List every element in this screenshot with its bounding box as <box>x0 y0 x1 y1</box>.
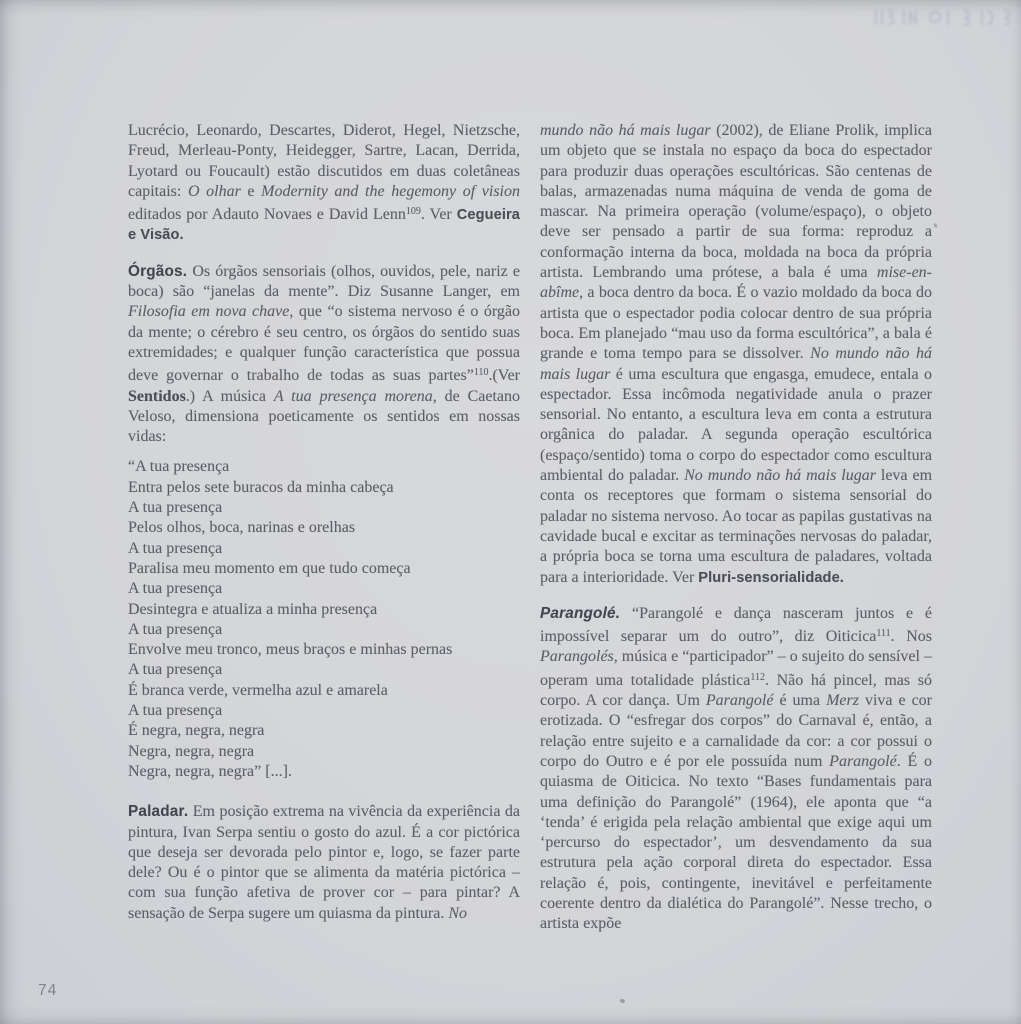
poem-line: É branca verde, vermelha azul e amarela <box>128 681 388 699</box>
text-segment: mundo não há mais lugar <box>540 122 711 139</box>
poem-line: Paralisa meu momento em que tudo começa <box>128 559 411 577</box>
poem-line: A tua presença <box>128 620 223 638</box>
text-segment: 112 <box>750 671 765 683</box>
text-segment: Paladar. <box>128 803 189 821</box>
poem-line: A tua presença <box>128 580 223 598</box>
text-segment: .(Ver <box>488 367 520 385</box>
poem-line: A tua presença <box>128 702 223 720</box>
text-segment: 111 <box>876 628 891 640</box>
text-segment: .) A música <box>185 387 274 405</box>
text-segment: leva em conta os receptores que formam o sistema sensorial do paladar no sistema nervoso. Ao tocar as papilas gustativas na cavidade bucal e excitar as terminações nervosas do paladar, a própria boca se torna uma escultura de paladares, voltada para a interioridade. Ver <box>540 467 933 586</box>
text-segment: 109 <box>405 206 421 218</box>
text-segment: Os órgãos sensoriais (olhos, ouvidos, pele, nariz e boca) são “janelas da mente”. Diz Susanne Langer, em <box>128 262 520 301</box>
scan-speck <box>933 223 938 229</box>
text-segment: Merz <box>826 692 859 710</box>
text-segment: No mundo não há mais lugar <box>684 467 876 485</box>
scan-speck <box>619 998 625 1003</box>
text-segment: 110 <box>473 367 489 379</box>
text-segment: (2002), de Eliane Prolik, implica um objeto que se instala no espaço da boca do espectador para produzir duas operações escultóricas. São centenas de balas, armazenadas numa máquina de venda de goma de mascar. Na primeira operação (volume/espaço), o objeto deve ser pensado a partir de sua forma: reproduz a conformação interna da boca, moldada na boca da própria artista. Lembrando uma prótese, a bala é uma <box>540 122 932 282</box>
text-segment: O olhar <box>187 182 241 200</box>
text-segment: No mundo não há mais lugar <box>540 345 932 383</box>
poem-line: Pelos olhos, boca, narinas e orelhas <box>128 519 356 537</box>
faint-handwriting-mark <box>868 2 1018 36</box>
text-segment: Parangolés <box>540 648 614 666</box>
text-segment: A tua presença morena <box>273 387 433 405</box>
text-segment: Pluri-sensorialidade. <box>698 569 844 586</box>
text-segment: “Parangolé e dança nasceram juntos e é impossível separar um do outro”, diz Oiticica <box>540 604 932 646</box>
text-segment: , de Caetano Veloso, dimensiona poeticamente os sentidos em nossas vidas: <box>128 387 520 446</box>
text-segment: Em posição extrema na vivência da experiência da pintura, Ivan Serpa sentiu o gosto do azul. É a cor pictórica que deseja ser devorada pelo pintor e, logo, se fazer parte dele? Ou é o pintor que se alimenta da matéria pictórica – com sua função afetiva de prover cor – para pintar? A sensação de Serpa sugere um quiasma da pintura. <box>128 803 520 922</box>
text-segment: Parangolé <box>705 692 774 710</box>
text-segment: Órgãos. <box>128 262 188 280</box>
text-segment: , música e “participador” – o sujeito do sensível – operam uma totalidade plástica <box>540 648 932 689</box>
poem-line: Entra pelos sete buracos da minha cabeça <box>128 478 394 496</box>
text-segment: mise-en-abîme <box>540 264 932 302</box>
text-segment: Cegueira e Visão. <box>128 207 520 244</box>
paragraph-orgaos-entry <box>128 262 520 448</box>
text-segment: viva e cor erotizada. O “esfregar dos corpos” do Carnaval é, então, a relação entre sujeito e a carnalidade da cor: a cor possui o corpo do Outro e é por ele possuída num <box>540 692 933 770</box>
text-segment: é uma escultura que engasga, emudece, entala o espectador. Essa incômoda negatividade anula o prazer sensorial. No entanto, a escultura leva em conta a estrutura orgânica do paladar. A segunda operação escultórica (espaço/sentido) toma o corpo do espectador como escultura ambiental do paladar. <box>540 365 933 485</box>
text-segment: Filosofia em nova chave <box>128 303 290 321</box>
paragraph-paladar-entry <box>128 802 520 924</box>
poem-line: Desintegra e atualiza a minha presença <box>128 600 378 618</box>
poem-line: Envolve meu tronco, meus braços e minhas pernas <box>128 641 453 659</box>
text-segment: No <box>448 904 468 922</box>
text-segment: . Ver <box>420 206 457 224</box>
text-segment: . É o quiasma de Oiticica. No texto “Bases fundamentais para uma definição do Parangolé” (1964), ele aponta que “a ‘tenda’ é erigida pela relação ambiental que exige aqui um ‘percurso do espectador’, um desvendamento da sua estrutura pela ação corporal direta do espectador. Essa relação é, pois, contingente, inevitável e perfeitamente coerente dentro da dialética do Parangolé”. Nesse trecho, o artista expõe <box>540 752 932 933</box>
left-text-column <box>128 121 520 940</box>
poem-line: A tua presença <box>128 539 223 557</box>
right-text-column <box>540 121 932 951</box>
poem-line: Negra, negra, negra” [...]. <box>128 762 292 780</box>
song-lyrics-block <box>128 457 520 782</box>
text-segment: Lucrécio, Leonardo, Descartes, Diderot, Hegel, Nietzsche, Freud, Merleau-Ponty, Heidegger, Sartre, Lacan, Derrida, Lyotard ou Foucault) estão discutidos em duas coletâneas capitais: <box>128 122 520 200</box>
poem-line: É negra, negra, negra <box>128 722 265 740</box>
paragraph-parangole-entry <box>540 604 932 935</box>
text-segment: . Não há pincel, mas só corpo. A cor dança. Um <box>540 671 932 710</box>
text-segment: Parangolé. <box>540 604 621 622</box>
text-segment: é uma <box>773 692 827 710</box>
poem-line: A tua presença <box>128 499 223 517</box>
text-segment: . Nos <box>890 628 933 646</box>
text-segment: Modernity and the hegemony of vision <box>261 182 520 200</box>
text-segment: Parangolé <box>829 752 897 770</box>
poem-line: A tua presença <box>128 661 223 679</box>
poem-line: “A tua presença <box>128 458 230 476</box>
text-segment: editados por Adauto Novaes e David Lenn <box>128 206 406 224</box>
poem-line: Negra, negra, negra <box>128 742 255 760</box>
text-segment: , a boca dentro da boca. É o vazio moldado da boca do artista que o espectador podia colocar dentro de sua própria boca. Em planejado “mau uso da forma escultórica”, a bala é grande e toma tempo para se dissolver. <box>540 284 932 363</box>
paragraph-paladar-continuation <box>540 121 932 588</box>
paragraph-vision-end <box>128 121 520 246</box>
text-segment: Sentidos <box>128 387 186 405</box>
text-segment: e <box>240 182 262 200</box>
text-segment: , que “o sistema nervoso é o órgão da mente; o cérebro é seu centro, os órgãos do sentido suas extremidades; e qualquer função característica que possua deve governar o trabalho de todas as suas partes” <box>128 303 521 385</box>
page-number: 74 <box>38 982 58 999</box>
